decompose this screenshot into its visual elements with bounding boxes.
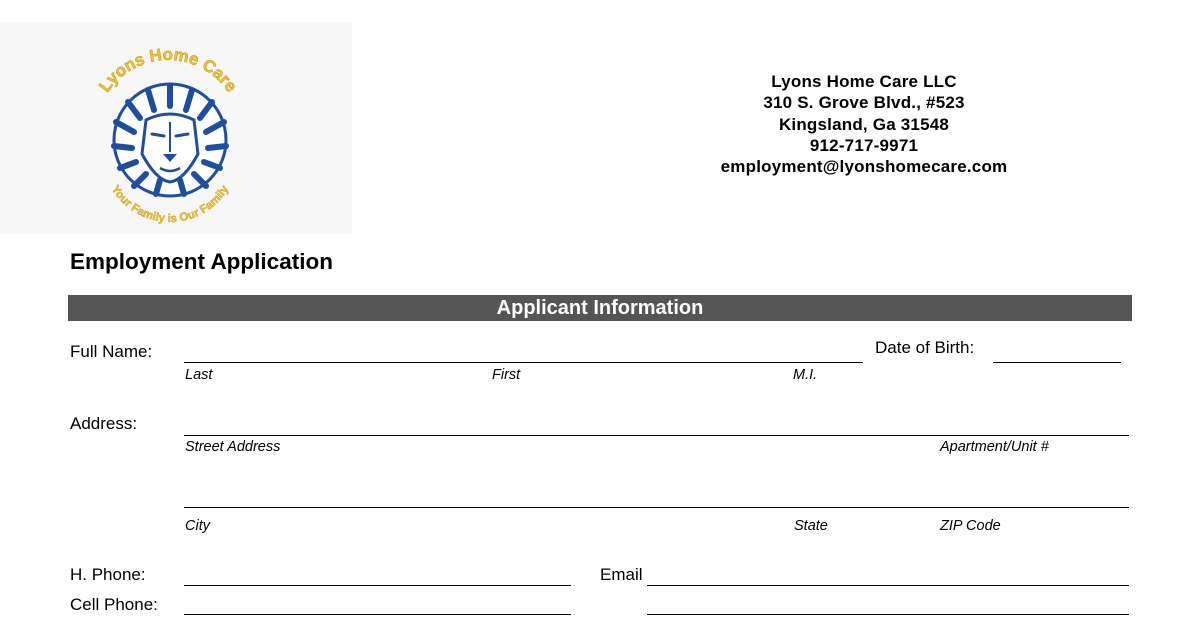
cell-phone-label: Cell Phone: [70,595,158,614]
section-header-applicant-information: Applicant Information [68,295,1132,321]
secondary-contact-input-line[interactable] [647,614,1129,615]
city-state-zip-input-line[interactable] [184,507,1129,508]
address-label: Address: [70,414,138,433]
email-input-line[interactable] [647,585,1129,586]
cell-phone-input-line[interactable] [184,614,571,615]
page-title: Employment Application [70,249,333,274]
full-name-hint-last: Last [185,367,213,383]
full-name-hint-mi: M.I. [793,367,818,383]
full-name-input-line[interactable] [184,362,863,363]
company-street: 310 S. Grove Blvd., #523 [763,93,965,113]
address-hint-state: State [794,518,828,534]
logo-arc-top-text: Lyons Home Care [95,45,241,96]
address-hint-apartment: Apartment/Unit # [940,439,1049,455]
logo-arc-bottom-text: Your Family is Our Family [108,183,232,226]
email-label: Email [600,565,643,584]
street-address-input-line[interactable] [184,435,1129,436]
date-of-birth-input-line[interactable] [993,362,1121,363]
company-email: employment@lyonshomecare.com [720,157,1008,177]
company-phone: 912-717-9971 [809,135,919,155]
home-phone-input-line[interactable] [184,585,571,586]
date-of-birth-label: Date of Birth: [875,338,975,357]
address-hint-street: Street Address [185,439,281,455]
home-phone-label: H. Phone: [70,565,146,584]
address-hint-city: City [185,518,210,534]
full-name-label: Full Name: [70,342,153,361]
company-logo [0,22,352,234]
company-contact-block [690,71,1038,177]
company-city-state-zip: Kingsland, Ga 31548 [778,114,950,134]
full-name-hint-first: First [492,367,521,383]
company-name: Lyons Home Care LLC [771,72,957,91]
lion-logo-graphic [0,22,352,234]
address-hint-zip: ZIP Code [940,518,1001,534]
